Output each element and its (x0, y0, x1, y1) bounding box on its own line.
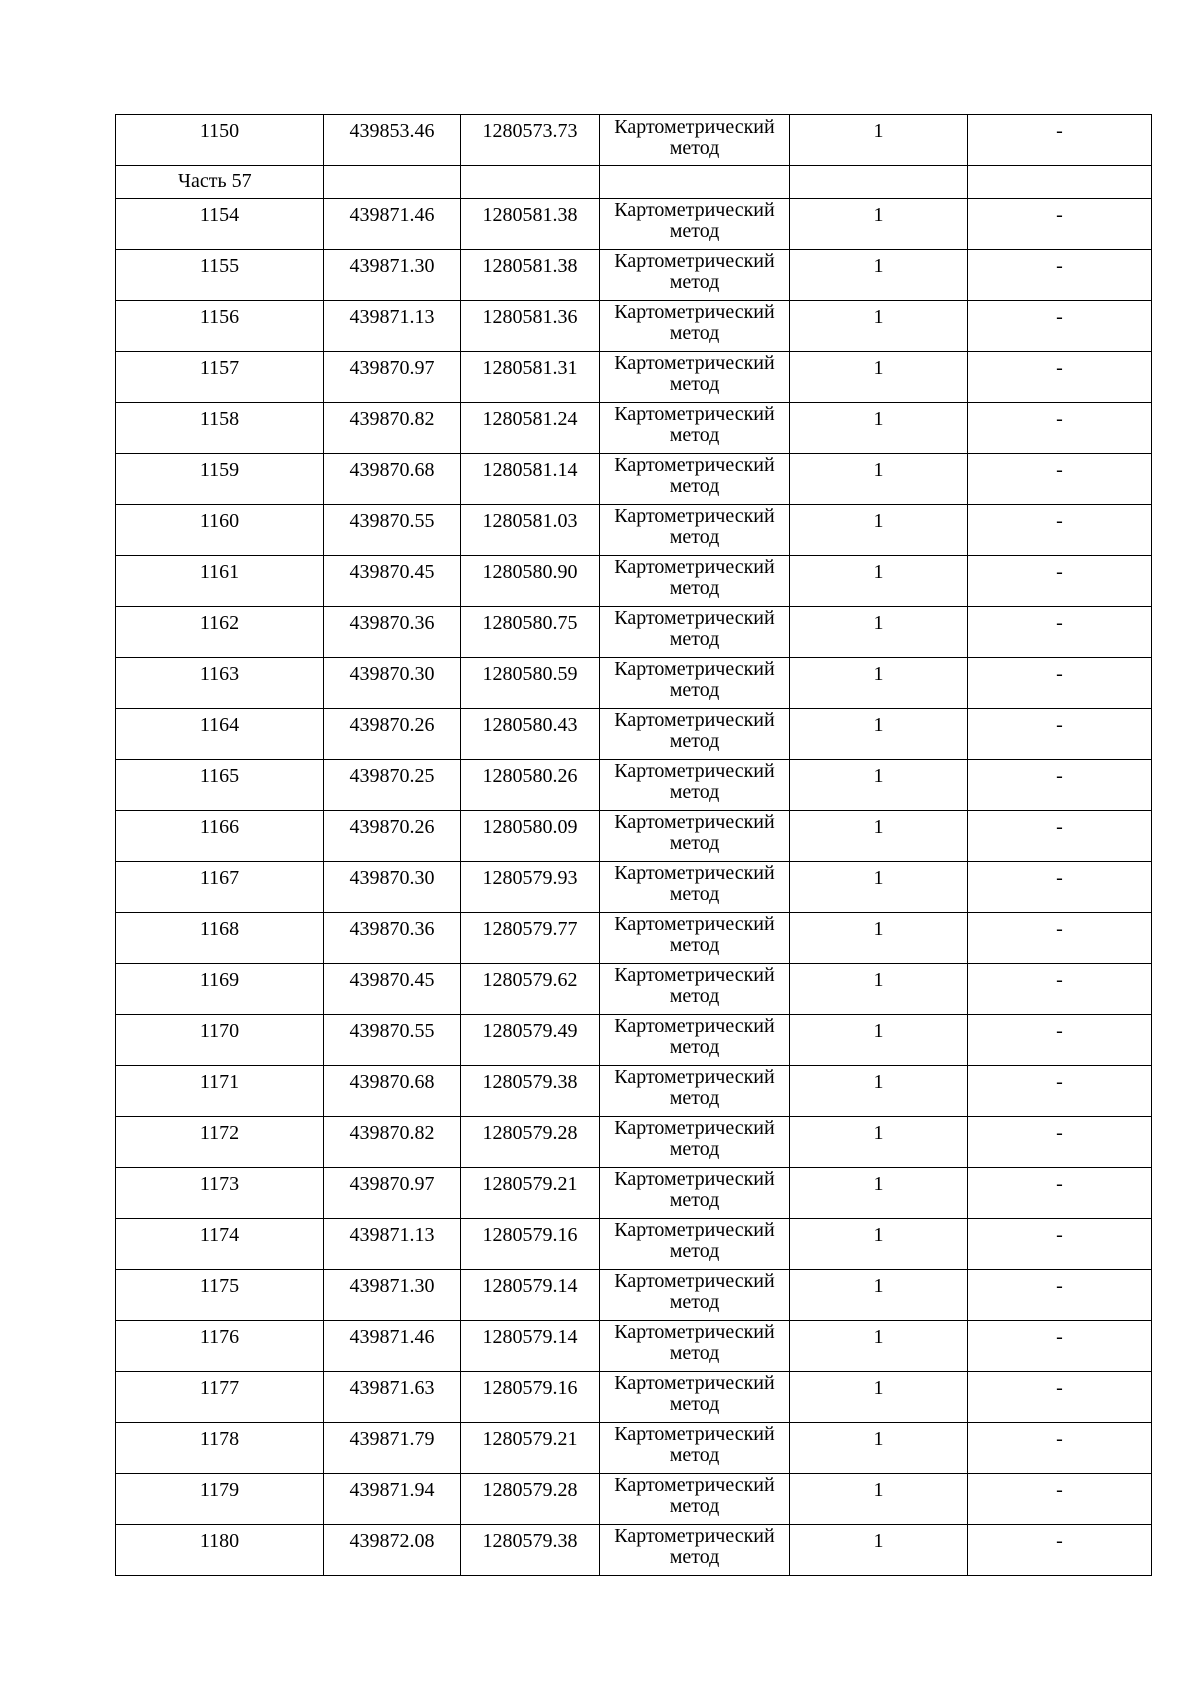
note-cell: - (968, 1270, 1152, 1321)
x-coordinate-cell: 439871.63 (324, 1372, 461, 1423)
method-cell: Картометрический метод (600, 1219, 790, 1270)
x-coordinate-cell: 439870.30 (324, 862, 461, 913)
note-cell: - (968, 301, 1152, 352)
precision-cell: 1 (790, 1168, 968, 1219)
point-number-cell: 1174 (116, 1219, 324, 1270)
method-cell: Картометрический метод (600, 1117, 790, 1168)
point-number-cell: 1170 (116, 1015, 324, 1066)
table-row (116, 709, 1152, 760)
precision-cell: 1 (790, 505, 968, 556)
y-coordinate-cell: 1280579.28 (461, 1117, 600, 1168)
coordinates-table-body (116, 115, 1152, 1576)
table-row (116, 1168, 1152, 1219)
table-row (116, 1015, 1152, 1066)
table-row (116, 1270, 1152, 1321)
x-coordinate-cell: 439870.82 (324, 403, 461, 454)
table-row (116, 658, 1152, 709)
note-cell: - (968, 1321, 1152, 1372)
point-number-cell: 1176 (116, 1321, 324, 1372)
precision-cell: 1 (790, 1219, 968, 1270)
precision-cell: 1 (790, 1321, 968, 1372)
precision-cell: 1 (790, 811, 968, 862)
y-coordinate-cell: 1280580.43 (461, 709, 600, 760)
precision-cell: 1 (790, 1423, 968, 1474)
note-cell: - (968, 1423, 1152, 1474)
precision-cell: 1 (790, 454, 968, 505)
x-coordinate-cell: 439871.30 (324, 1270, 461, 1321)
note-cell: - (968, 862, 1152, 913)
method-cell: Картометрический метод (600, 505, 790, 556)
x-coordinate-cell: 439870.36 (324, 913, 461, 964)
point-number-cell: 1164 (116, 709, 324, 760)
precision-cell: 1 (790, 115, 968, 166)
precision-cell: 1 (790, 607, 968, 658)
method-cell: Картометрический метод (600, 760, 790, 811)
part-label: Часть 57 (116, 166, 324, 199)
precision-cell: 1 (790, 199, 968, 250)
table-row (116, 913, 1152, 964)
x-coordinate-cell: 439871.30 (324, 250, 461, 301)
precision-cell: 1 (790, 556, 968, 607)
point-number-cell: 1160 (116, 505, 324, 556)
x-coordinate-cell: 439870.25 (324, 760, 461, 811)
x-coordinate-cell: 439871.79 (324, 1423, 461, 1474)
x-coordinate-cell: 439870.97 (324, 352, 461, 403)
y-coordinate-cell: 1280580.75 (461, 607, 600, 658)
table-row (116, 1219, 1152, 1270)
point-number-cell: 1154 (116, 199, 324, 250)
note-cell: - (968, 760, 1152, 811)
y-coordinate-cell: 1280579.38 (461, 1525, 600, 1576)
y-coordinate-cell: 1280581.14 (461, 454, 600, 505)
y-coordinate-cell: 1280579.77 (461, 913, 600, 964)
note-cell: - (968, 709, 1152, 760)
table-row (116, 1525, 1152, 1576)
note-cell: - (968, 352, 1152, 403)
method-cell: Картометрический метод (600, 1270, 790, 1321)
precision-cell: 1 (790, 760, 968, 811)
x-coordinate-cell: 439870.55 (324, 505, 461, 556)
y-coordinate-cell: 1280581.36 (461, 301, 600, 352)
table-row (116, 352, 1152, 403)
y-coordinate-cell: 1280581.38 (461, 250, 600, 301)
point-number-cell: 1168 (116, 913, 324, 964)
method-cell: Картометрический метод (600, 1321, 790, 1372)
point-number-cell: 1166 (116, 811, 324, 862)
method-cell: Картометрический метод (600, 658, 790, 709)
point-number-cell: 1175 (116, 1270, 324, 1321)
precision-cell: 1 (790, 1066, 968, 1117)
y-coordinate-cell: 1280580.26 (461, 760, 600, 811)
empty-cell (600, 166, 790, 199)
method-cell: Картометрический метод (600, 1474, 790, 1525)
table-row (116, 607, 1152, 658)
x-coordinate-cell: 439870.30 (324, 658, 461, 709)
empty-cell (324, 166, 461, 199)
table-row (116, 964, 1152, 1015)
point-number-cell: 1179 (116, 1474, 324, 1525)
method-cell: Картометрический метод (600, 862, 790, 913)
empty-cell (968, 166, 1152, 199)
table-row (116, 862, 1152, 913)
note-cell: - (968, 115, 1152, 166)
note-cell: - (968, 1117, 1152, 1168)
x-coordinate-cell: 439870.45 (324, 556, 461, 607)
point-number-cell: 1163 (116, 658, 324, 709)
point-number-cell: 1155 (116, 250, 324, 301)
point-number-cell: 1165 (116, 760, 324, 811)
x-coordinate-cell: 439853.46 (324, 115, 461, 166)
y-coordinate-cell: 1280581.03 (461, 505, 600, 556)
method-cell: Картометрический метод (600, 250, 790, 301)
x-coordinate-cell: 439870.97 (324, 1168, 461, 1219)
point-number-cell: 1180 (116, 1525, 324, 1576)
y-coordinate-cell: 1280579.62 (461, 964, 600, 1015)
y-coordinate-cell: 1280581.31 (461, 352, 600, 403)
x-coordinate-cell: 439871.94 (324, 1474, 461, 1525)
x-coordinate-cell: 439870.45 (324, 964, 461, 1015)
precision-cell: 1 (790, 250, 968, 301)
y-coordinate-cell: 1280573.73 (461, 115, 600, 166)
precision-cell: 1 (790, 1117, 968, 1168)
point-number-cell: 1162 (116, 607, 324, 658)
precision-cell: 1 (790, 352, 968, 403)
x-coordinate-cell: 439870.82 (324, 1117, 461, 1168)
precision-cell: 1 (790, 1372, 968, 1423)
note-cell: - (968, 199, 1152, 250)
precision-cell: 1 (790, 964, 968, 1015)
precision-cell: 1 (790, 1474, 968, 1525)
x-coordinate-cell: 439870.36 (324, 607, 461, 658)
y-coordinate-cell: 1280579.93 (461, 862, 600, 913)
coordinates-table (115, 114, 1152, 1576)
precision-cell: 1 (790, 1015, 968, 1066)
table-row (116, 301, 1152, 352)
x-coordinate-cell: 439871.46 (324, 199, 461, 250)
y-coordinate-cell: 1280581.24 (461, 403, 600, 454)
note-cell: - (968, 454, 1152, 505)
part-header-row (116, 166, 1152, 199)
point-number-cell: 1171 (116, 1066, 324, 1117)
note-cell: - (968, 1525, 1152, 1576)
table-row (116, 811, 1152, 862)
method-cell: Картометрический метод (600, 199, 790, 250)
method-cell: Картометрический метод (600, 1168, 790, 1219)
x-coordinate-cell: 439870.55 (324, 1015, 461, 1066)
note-cell: - (968, 1066, 1152, 1117)
method-cell: Картометрический метод (600, 301, 790, 352)
method-cell: Картометрический метод (600, 352, 790, 403)
table-row (116, 1474, 1152, 1525)
precision-cell: 1 (790, 301, 968, 352)
empty-cell (790, 166, 968, 199)
point-number-cell: 1178 (116, 1423, 324, 1474)
y-coordinate-cell: 1280580.59 (461, 658, 600, 709)
table-row (116, 556, 1152, 607)
note-cell: - (968, 1474, 1152, 1525)
note-cell: - (968, 964, 1152, 1015)
x-coordinate-cell: 439871.46 (324, 1321, 461, 1372)
method-cell: Картометрический метод (600, 556, 790, 607)
point-number-cell: 1173 (116, 1168, 324, 1219)
method-cell: Картометрический метод (600, 709, 790, 760)
y-coordinate-cell: 1280579.16 (461, 1219, 600, 1270)
method-cell: Картометрический метод (600, 1066, 790, 1117)
method-cell: Картометрический метод (600, 403, 790, 454)
note-cell: - (968, 1219, 1152, 1270)
x-coordinate-cell: 439871.13 (324, 1219, 461, 1270)
table-row (116, 1117, 1152, 1168)
y-coordinate-cell: 1280580.90 (461, 556, 600, 607)
note-cell: - (968, 250, 1152, 301)
table-row (116, 454, 1152, 505)
y-coordinate-cell: 1280579.16 (461, 1372, 600, 1423)
method-cell: Картометрический метод (600, 1525, 790, 1576)
method-cell: Картометрический метод (600, 1423, 790, 1474)
empty-cell (461, 166, 600, 199)
x-coordinate-cell: 439870.68 (324, 1066, 461, 1117)
precision-cell: 1 (790, 913, 968, 964)
method-cell: Картометрический метод (600, 1015, 790, 1066)
table-row (116, 199, 1152, 250)
table-row (116, 760, 1152, 811)
precision-cell: 1 (790, 1525, 968, 1576)
table-row (116, 1321, 1152, 1372)
x-coordinate-cell: 439872.08 (324, 1525, 461, 1576)
precision-cell: 1 (790, 658, 968, 709)
table-row (116, 505, 1152, 556)
note-cell: - (968, 607, 1152, 658)
point-number-cell: 1161 (116, 556, 324, 607)
y-coordinate-cell: 1280579.14 (461, 1270, 600, 1321)
y-coordinate-cell: 1280579.38 (461, 1066, 600, 1117)
table-row (116, 403, 1152, 454)
note-cell: - (968, 556, 1152, 607)
x-coordinate-cell: 439870.68 (324, 454, 461, 505)
point-number-cell: 1172 (116, 1117, 324, 1168)
point-number-cell: 1177 (116, 1372, 324, 1423)
point-number-cell: 1159 (116, 454, 324, 505)
y-coordinate-cell: 1280579.14 (461, 1321, 600, 1372)
method-cell: Картометрический метод (600, 115, 790, 166)
method-cell: Картометрический метод (600, 1372, 790, 1423)
table-row (116, 115, 1152, 166)
precision-cell: 1 (790, 862, 968, 913)
point-number-cell: 1156 (116, 301, 324, 352)
note-cell: - (968, 1015, 1152, 1066)
method-cell: Картометрический метод (600, 964, 790, 1015)
point-number-cell: 1157 (116, 352, 324, 403)
precision-cell: 1 (790, 1270, 968, 1321)
x-coordinate-cell: 439870.26 (324, 709, 461, 760)
method-cell: Картометрический метод (600, 811, 790, 862)
table-row (116, 250, 1152, 301)
y-coordinate-cell: 1280579.49 (461, 1015, 600, 1066)
method-cell: Картометрический метод (600, 454, 790, 505)
note-cell: - (968, 1168, 1152, 1219)
precision-cell: 1 (790, 403, 968, 454)
point-number-cell: 1167 (116, 862, 324, 913)
note-cell: - (968, 505, 1152, 556)
y-coordinate-cell: 1280581.38 (461, 199, 600, 250)
point-number-cell: 1169 (116, 964, 324, 1015)
table-row (116, 1423, 1152, 1474)
method-cell: Картометрический метод (600, 913, 790, 964)
y-coordinate-cell: 1280580.09 (461, 811, 600, 862)
note-cell: - (968, 913, 1152, 964)
note-cell: - (968, 403, 1152, 454)
note-cell: - (968, 658, 1152, 709)
precision-cell: 1 (790, 709, 968, 760)
y-coordinate-cell: 1280579.28 (461, 1474, 600, 1525)
method-cell: Картометрический метод (600, 607, 790, 658)
note-cell: - (968, 811, 1152, 862)
y-coordinate-cell: 1280579.21 (461, 1168, 600, 1219)
point-number-cell: 1158 (116, 403, 324, 454)
x-coordinate-cell: 439871.13 (324, 301, 461, 352)
note-cell: - (968, 1372, 1152, 1423)
y-coordinate-cell: 1280579.21 (461, 1423, 600, 1474)
table-row (116, 1372, 1152, 1423)
x-coordinate-cell: 439870.26 (324, 811, 461, 862)
table-row (116, 1066, 1152, 1117)
point-number-cell: 1150 (116, 115, 324, 166)
